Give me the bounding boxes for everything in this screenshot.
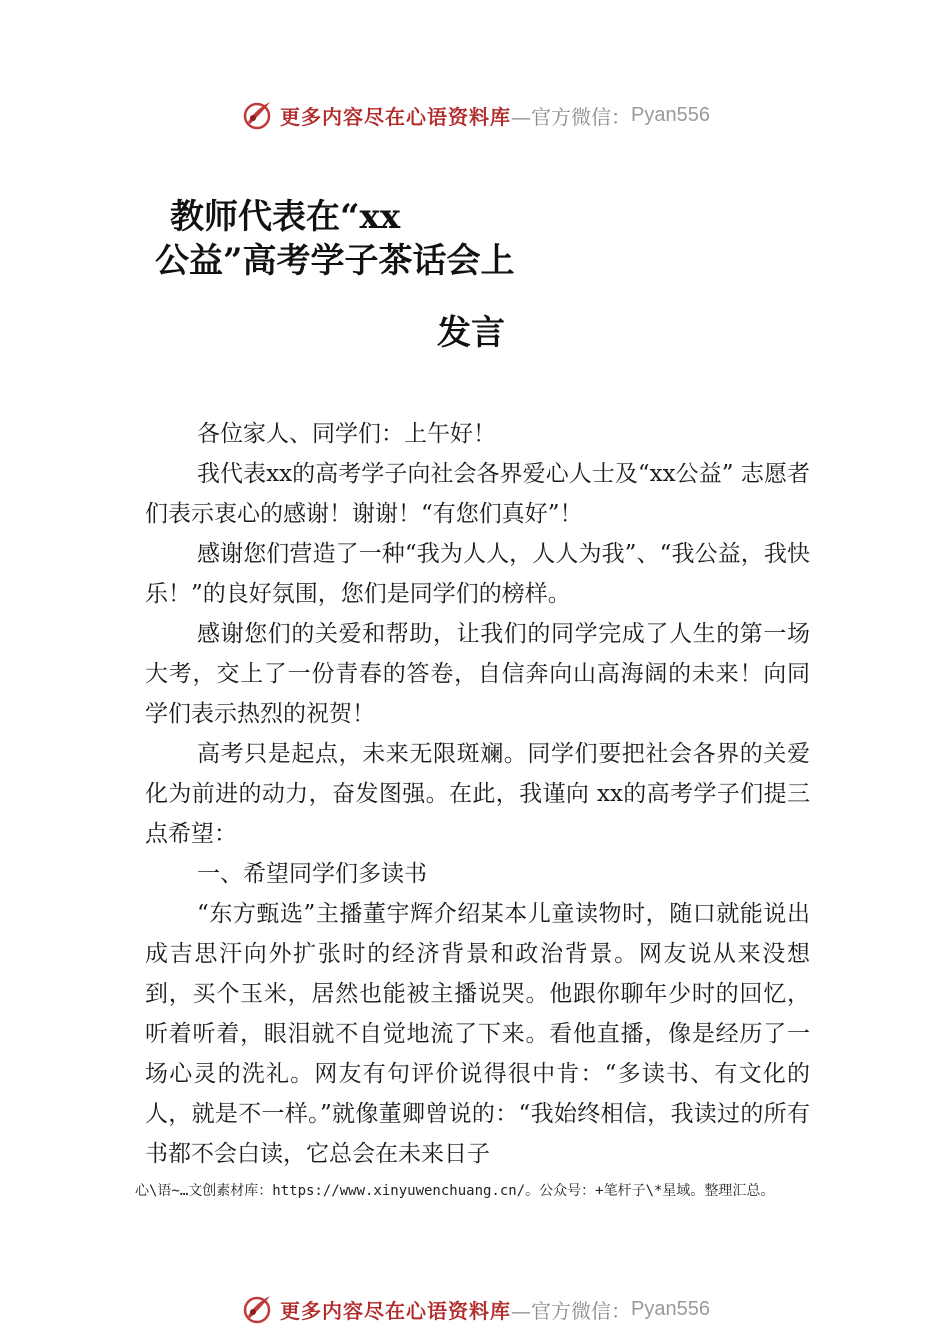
banner-wechat-label: —官方微信： — [511, 104, 632, 129]
banner-wechat-label: —官方微信： — [511, 1298, 632, 1323]
paragraph-hopes-intro: 高考只是起点，未来无限斑斓。同学们要把社会各界的关爱化为前进的动力，奋发图强。在此，我谨向 xx的高考学子们提三点希望： — [145, 741, 810, 847]
title-line-3: 发言 — [437, 313, 505, 353]
title-line-1: 教师代表在“xx — [170, 197, 401, 237]
banner-wechat-id: Pyan556 — [631, 1297, 710, 1320]
section-heading-reading: 一、希望同学们多读书 — [197, 861, 427, 887]
source-footnote: 心\语~…文创素材库：https://www.xinyuwenchuang.cn/。公众号：+笔杆子\*星域。整理汇总。 — [135, 1183, 775, 1199]
header-watermark-banner — [0, 95, 950, 135]
paragraph-thanks: 我代表xx的高考学子向社会各界爱心人士及“xx公益” 志愿者们表示衷心的感谢！谢谢！“有您们真好”！ — [145, 461, 810, 527]
quill-seal-icon — [240, 1292, 274, 1326]
title-line-2: 公益”高考学子茶话会上 — [155, 241, 515, 281]
footer-watermark-banner — [0, 1289, 950, 1329]
banner-brand-text: 更多内容尽在心语资料库 — [280, 104, 512, 129]
paragraph-reading-example: “东方甄选”主播董宇辉介绍某本儿童读物时，随口就能说出成吉思汗向外扩张时的经济背景和政治背景。网友说从来没想到，买个玉米，居然也能被主播说哭。他跟你聊年少时的回忆，听着听着，眼泪就不自觉地流了下来。看他直播，像是经历了一场心灵的洗礼。网友有句评价说得很中肯：“多读书、有文化的人，就是不一样。”就像董卿曾说的：“我始终相信，我读过的所有书都不会白读，它总会在未来日子 — [145, 901, 810, 1167]
paragraph-atmosphere: 感谢您们营造了一种“我为人人，人人为我”、“我公益，我快乐！”的良好氛围，您们是同学们的榜样。 — [145, 541, 810, 607]
paragraph-gratitude: 感谢您们的关爱和帮助，让我们的同学完成了人生的第一场大考，交上了一份青春的答卷，自信奔向山高海阔的未来！向同学们表示热烈的祝贺！ — [145, 621, 810, 727]
quill-seal-icon — [240, 98, 274, 132]
paragraph-greeting: 各位家人、同学们：上午好！ — [197, 421, 496, 447]
speech-body — [145, 414, 810, 1174]
banner-wechat-id: Pyan556 — [631, 103, 710, 126]
banner-brand-text: 更多内容尽在心语资料库 — [280, 1298, 512, 1323]
